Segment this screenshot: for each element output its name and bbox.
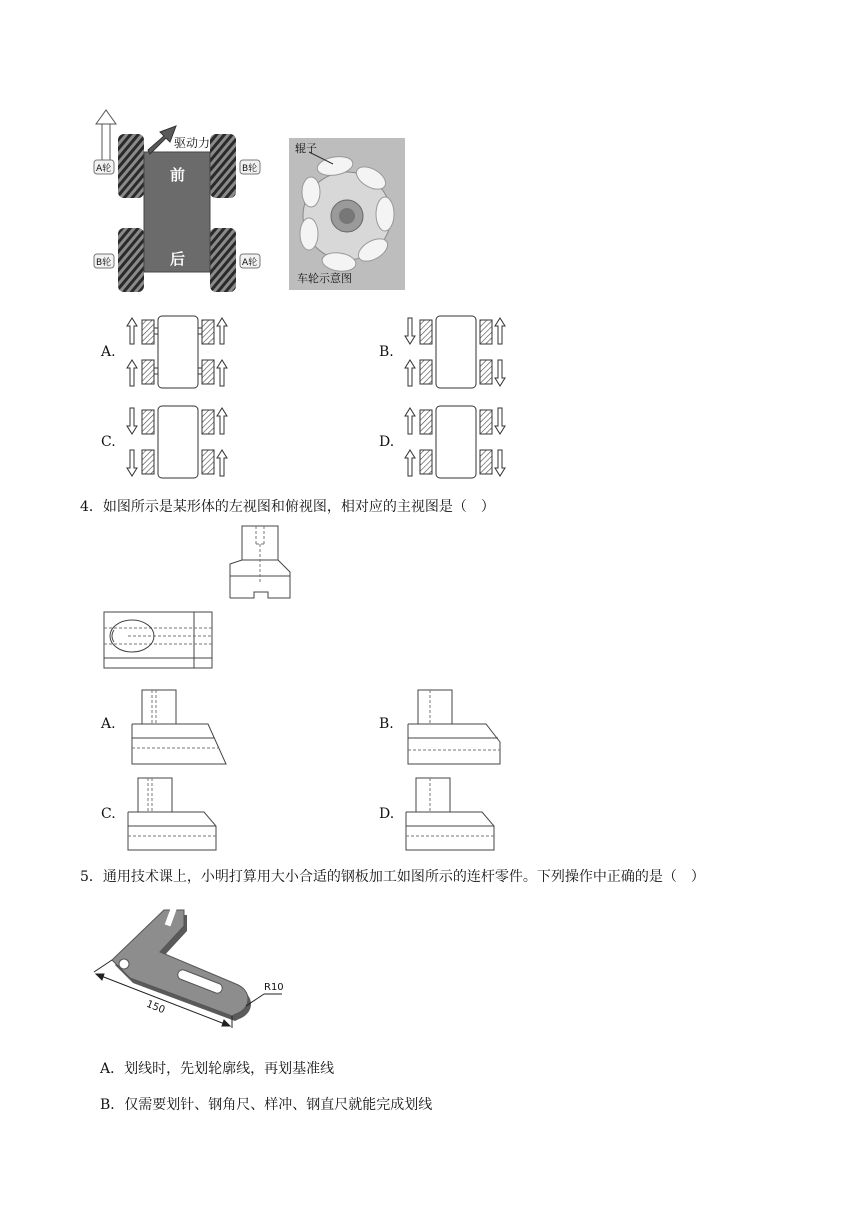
q5-dim-length: 150 bbox=[144, 998, 167, 1017]
drive-force-arrow-icon bbox=[148, 126, 176, 154]
q4-stem: 4．如图所示是某形体的左视图和俯视图，相对应的主视图是（ ） bbox=[80, 499, 495, 515]
wheel-rear-right bbox=[210, 228, 236, 292]
q4-option-d-view bbox=[404, 776, 498, 852]
wheel-caption-label: 车轮示意图 bbox=[297, 272, 352, 285]
wheel-a-label-rear-right: A轮 bbox=[242, 258, 258, 268]
drive-force-label: 驱动力 bbox=[174, 136, 211, 150]
q4-option-a-view bbox=[130, 688, 228, 766]
q3-option-a-diagram bbox=[124, 314, 228, 390]
q5-connecting-rod-figure bbox=[86, 902, 286, 1052]
wheel-b-label-front-right: B轮 bbox=[242, 164, 258, 174]
front-label: 前 bbox=[170, 166, 186, 184]
robot-figure bbox=[92, 108, 267, 294]
forward-arrow-icon bbox=[96, 110, 116, 160]
q4-option-a-label[interactable]: A. bbox=[101, 716, 116, 732]
q3-option-c-diagram bbox=[124, 404, 228, 480]
q3-option-b-diagram bbox=[402, 314, 508, 390]
q4-left-view bbox=[228, 524, 294, 600]
wheel-front-left bbox=[118, 134, 144, 198]
q4-option-c-view bbox=[126, 776, 220, 852]
wheel-photo bbox=[289, 138, 405, 290]
q4-option-d-label[interactable]: D. bbox=[379, 806, 395, 822]
rear-label: 后 bbox=[170, 250, 186, 268]
q3-option-b-label[interactable]: B. bbox=[379, 344, 394, 360]
q4-option-b-view bbox=[406, 688, 504, 766]
wheel-a-label-front-left: A轮 bbox=[96, 164, 112, 174]
q5-stem: 5．通用技术课上，小明打算用大小合适的钢板加工如图所示的连杆零件。下列操作中正确的是（ ） bbox=[80, 869, 705, 885]
q3-option-c-label[interactable]: C. bbox=[101, 434, 116, 450]
wheel-front-right bbox=[210, 134, 236, 198]
q5-dim-radius: R10 bbox=[264, 982, 284, 993]
wheel-b-label-rear-left: B轮 bbox=[96, 258, 112, 268]
q5-option-a[interactable]: A．划线时，先划轮廓线，再划基准线 bbox=[100, 1061, 335, 1077]
q5-option-b[interactable]: B．仅需要划针、钢角尺、样冲、钢直尺就能完成划线 bbox=[100, 1097, 433, 1113]
q3-option-d-diagram bbox=[402, 404, 508, 480]
q4-option-c-label[interactable]: C. bbox=[101, 806, 116, 822]
q3-option-a-label[interactable]: A. bbox=[101, 344, 116, 360]
wheel-rear-left bbox=[118, 228, 144, 292]
q4-option-b-label[interactable]: B. bbox=[379, 716, 394, 732]
q3-option-d-label[interactable]: D. bbox=[379, 434, 395, 450]
q4-top-view bbox=[102, 610, 214, 670]
roller-label: 辊子 bbox=[295, 142, 317, 155]
